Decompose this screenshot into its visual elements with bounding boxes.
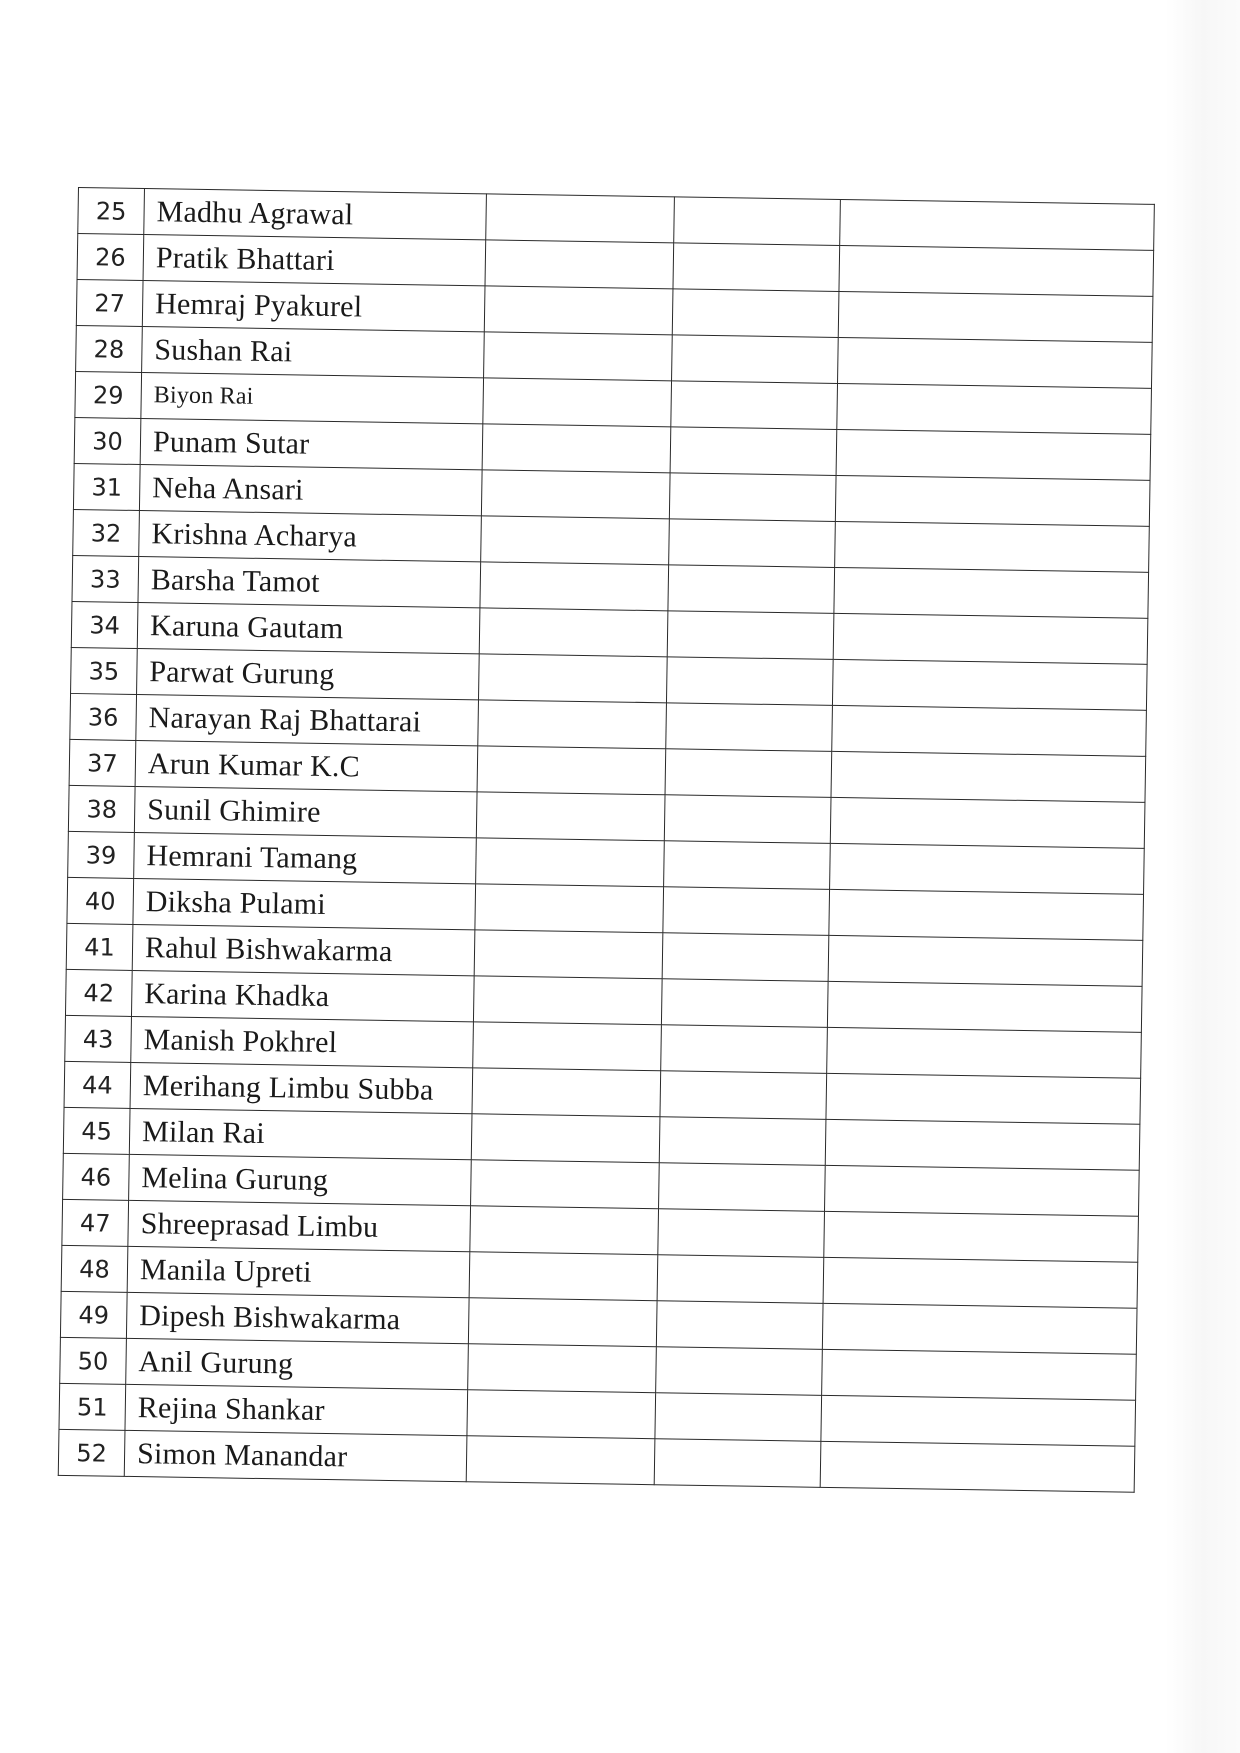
serial-number: 37 xyxy=(69,739,136,786)
blank-cell xyxy=(822,1349,1137,1400)
blank-cell xyxy=(480,562,669,611)
blank-cell xyxy=(659,1117,826,1166)
person-name: Sunil Ghimire xyxy=(134,786,477,837)
serial-number: 43 xyxy=(65,1015,132,1062)
person-name: Diksha Pulami xyxy=(133,878,476,929)
serial-number: 38 xyxy=(68,785,135,832)
serial-number: 25 xyxy=(78,188,145,235)
blank-cell xyxy=(836,429,1151,480)
person-name: Krishna Acharya xyxy=(139,511,482,562)
blank-cell xyxy=(838,291,1153,342)
blank-cell xyxy=(656,1301,823,1350)
blank-cell xyxy=(468,1344,657,1393)
blank-cell xyxy=(824,1211,1139,1262)
blank-cell xyxy=(661,979,828,1028)
blank-cell xyxy=(674,197,841,246)
blank-cell xyxy=(473,1022,662,1071)
blank-cell xyxy=(832,705,1147,756)
blank-cell xyxy=(838,337,1153,388)
person-name: Rejina Shankar xyxy=(125,1384,468,1435)
roster-body xyxy=(58,188,1154,1493)
blank-cell xyxy=(666,657,833,706)
blank-cell xyxy=(482,424,671,473)
person-name: Rahul Bishwakarma xyxy=(132,924,475,975)
blank-cell xyxy=(657,1255,824,1304)
serial-number: 27 xyxy=(76,279,143,326)
blank-cell xyxy=(827,1027,1142,1078)
serial-number: 46 xyxy=(63,1153,130,1200)
person-name: Simon Manandar xyxy=(124,1430,467,1481)
blank-cell xyxy=(833,613,1148,664)
person-name: Milan Rai xyxy=(129,1108,472,1159)
blank-cell xyxy=(826,1073,1141,1124)
blank-cell xyxy=(837,383,1152,434)
blank-cell xyxy=(669,473,836,522)
blank-cell xyxy=(668,565,835,614)
blank-cell xyxy=(664,841,831,890)
blank-cell xyxy=(659,1163,826,1212)
blank-cell xyxy=(469,1252,658,1301)
blank-cell xyxy=(471,1114,660,1163)
blank-cell xyxy=(664,795,831,844)
person-name: Melina Gurung xyxy=(129,1154,472,1205)
person-name: Biyon Rai xyxy=(141,373,484,424)
blank-cell xyxy=(468,1298,657,1347)
blank-cell xyxy=(486,194,675,243)
serial-number: 42 xyxy=(65,969,132,1016)
person-name: Dipesh Bishwakarma xyxy=(126,1292,469,1343)
blank-cell xyxy=(834,567,1149,618)
blank-cell xyxy=(661,1025,828,1074)
blank-cell xyxy=(485,240,674,289)
blank-cell xyxy=(481,470,670,519)
person-name: Hemraj Pyakurel xyxy=(142,281,485,332)
blank-cell xyxy=(662,933,829,982)
serial-number: 39 xyxy=(68,831,135,878)
blank-cell xyxy=(667,611,834,660)
blank-cell xyxy=(669,519,836,568)
serial-number: 52 xyxy=(58,1429,125,1476)
blank-cell xyxy=(665,749,832,798)
blank-cell xyxy=(472,1068,661,1117)
blank-cell xyxy=(840,199,1155,250)
person-name: Narayan Raj Bhattarai xyxy=(136,694,479,745)
serial-number: 29 xyxy=(75,371,142,418)
blank-cell xyxy=(479,608,668,657)
blank-cell xyxy=(467,1390,656,1439)
person-name: Karuna Gautam xyxy=(137,602,480,653)
serial-number: 28 xyxy=(76,325,143,372)
blank-cell xyxy=(660,1071,827,1120)
blank-cell xyxy=(827,981,1142,1032)
serial-number: 34 xyxy=(71,601,138,648)
serial-number: 47 xyxy=(62,1199,129,1246)
blank-cell xyxy=(821,1395,1136,1446)
person-name: Manila Upreti xyxy=(127,1246,470,1297)
blank-cell xyxy=(654,1439,821,1488)
serial-number: 36 xyxy=(70,693,137,740)
serial-number: 31 xyxy=(73,463,140,510)
person-name: Merihang Limbu Subba xyxy=(130,1062,473,1113)
blank-cell xyxy=(658,1209,825,1258)
blank-cell xyxy=(655,1393,822,1442)
blank-cell xyxy=(831,751,1146,802)
blank-cell xyxy=(483,378,672,427)
serial-number: 26 xyxy=(77,234,144,281)
blank-cell xyxy=(672,335,839,384)
blank-cell xyxy=(829,889,1144,940)
person-name: Hemrani Tamang xyxy=(134,832,477,883)
attendance-sheet xyxy=(58,187,1154,1493)
blank-cell xyxy=(839,245,1154,296)
blank-cell xyxy=(471,1160,660,1209)
serial-number: 51 xyxy=(59,1383,126,1430)
blank-cell xyxy=(830,797,1145,848)
blank-cell xyxy=(822,1303,1137,1354)
person-name: Sushan Rai xyxy=(142,327,485,378)
blank-cell xyxy=(470,1206,659,1255)
blank-cell xyxy=(477,746,666,795)
serial-number: 49 xyxy=(60,1291,127,1338)
blank-cell xyxy=(476,792,665,841)
blank-cell xyxy=(473,976,662,1025)
blank-cell xyxy=(825,1165,1140,1216)
blank-cell xyxy=(825,1119,1140,1170)
blank-cell xyxy=(670,427,837,476)
blank-cell xyxy=(828,935,1143,986)
blank-cell xyxy=(476,838,665,887)
person-name: Punam Sutar xyxy=(140,419,483,470)
serial-number: 35 xyxy=(71,647,138,694)
blank-cell xyxy=(466,1436,655,1485)
blank-cell xyxy=(666,703,833,752)
blank-cell xyxy=(484,332,673,381)
serial-number: 50 xyxy=(60,1337,127,1384)
serial-number: 40 xyxy=(67,877,134,924)
person-name: Madhu Agrawal xyxy=(144,189,487,240)
serial-number: 44 xyxy=(64,1061,131,1108)
person-name: Neha Ansari xyxy=(139,465,482,516)
blank-cell xyxy=(481,516,670,565)
blank-cell xyxy=(830,843,1145,894)
blank-cell xyxy=(832,659,1147,710)
person-name: Shreeprasad Limbu xyxy=(128,1200,471,1251)
serial-number: 41 xyxy=(66,923,133,970)
serial-number: 33 xyxy=(72,555,139,602)
blank-cell xyxy=(823,1257,1138,1308)
blank-cell xyxy=(478,700,667,749)
serial-number: 48 xyxy=(61,1245,128,1292)
blank-cell xyxy=(656,1347,823,1396)
blank-cell xyxy=(835,475,1150,526)
blank-cell xyxy=(820,1441,1135,1492)
person-name: Manish Pokhrel xyxy=(131,1016,474,1067)
person-name: Pratik Bhattari xyxy=(143,235,486,286)
blank-cell xyxy=(673,243,840,292)
person-name: Barsha Tamot xyxy=(138,556,481,607)
blank-cell xyxy=(672,289,839,338)
serial-number: 45 xyxy=(63,1107,130,1154)
serial-number: 32 xyxy=(73,509,140,556)
blank-cell xyxy=(835,521,1150,572)
blank-cell xyxy=(663,887,830,936)
person-name: Arun Kumar K.C xyxy=(135,740,478,791)
person-name: Anil Gurung xyxy=(126,1338,469,1389)
blank-cell xyxy=(474,930,663,979)
person-name: Parwat Gurung xyxy=(137,648,480,699)
person-name: Karina Khadka xyxy=(131,970,474,1021)
blank-cell xyxy=(484,286,673,335)
serial-number: 30 xyxy=(74,417,141,464)
blank-cell xyxy=(478,654,667,703)
roster-table xyxy=(58,187,1155,1493)
blank-cell xyxy=(671,381,838,430)
blank-cell xyxy=(475,884,664,933)
